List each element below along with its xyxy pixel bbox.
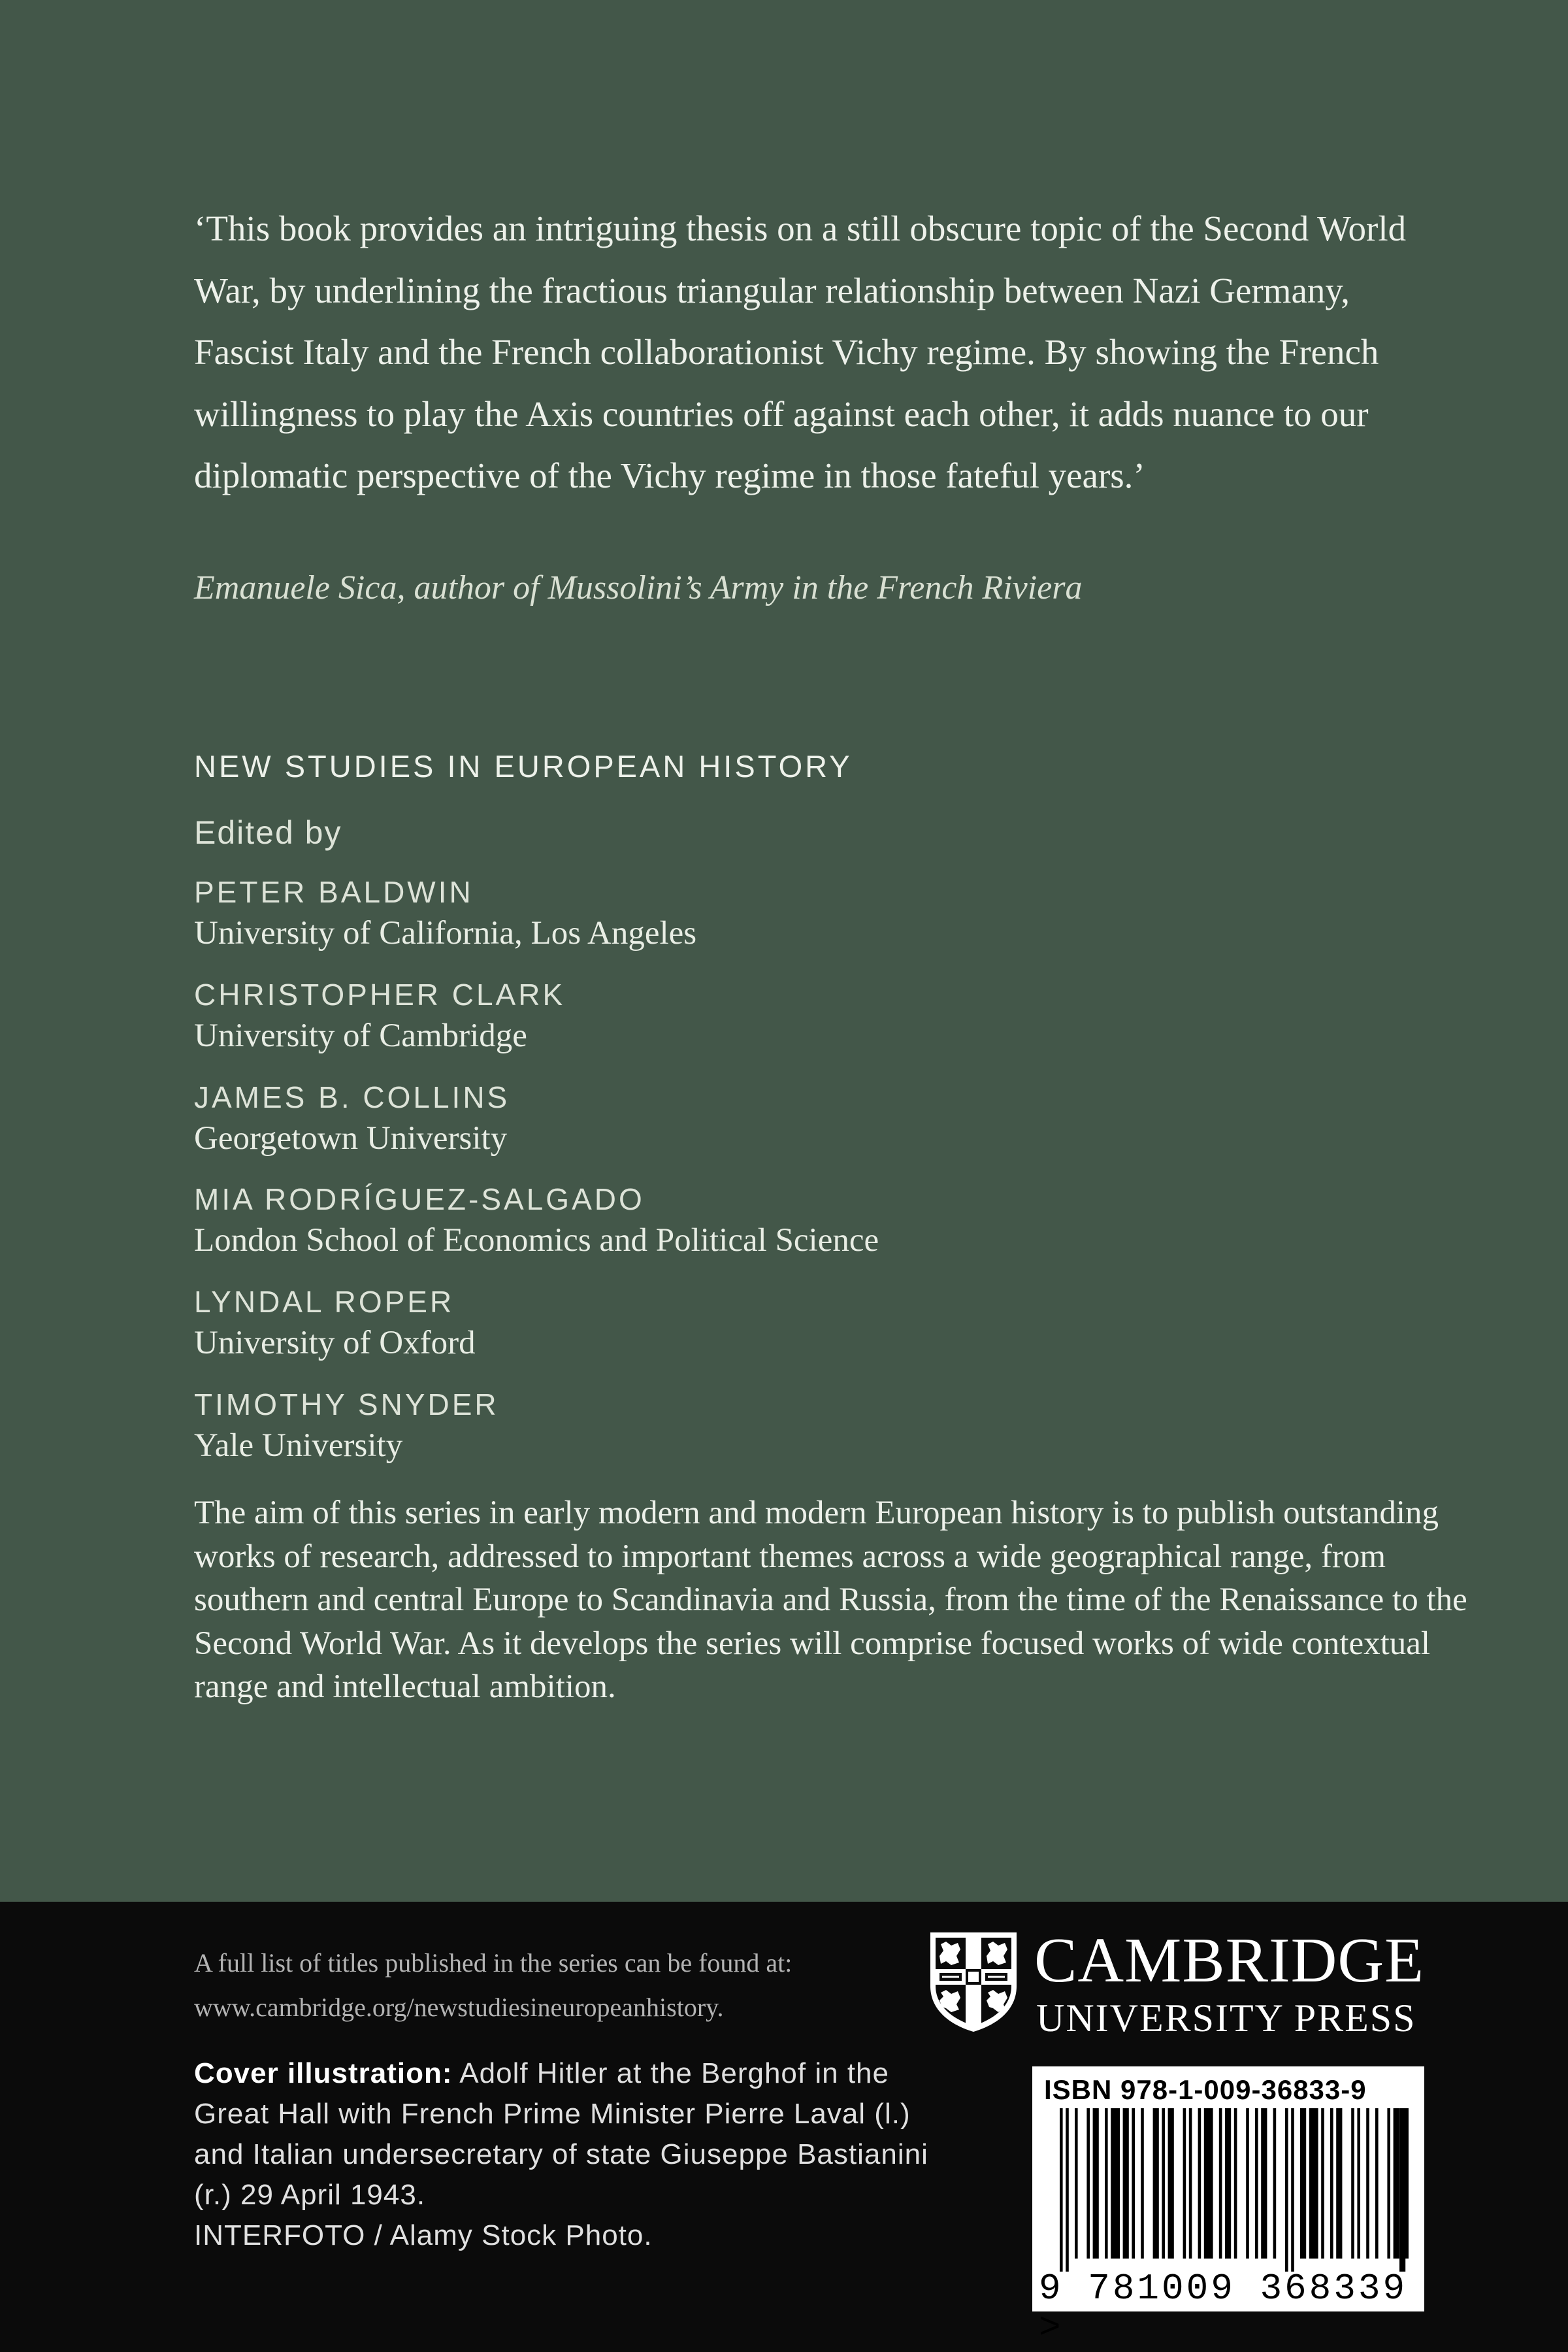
- editor-name: PETER BALDWIN: [194, 875, 474, 909]
- barcode-bar: [1123, 2108, 1129, 2259]
- barcode-bar: [1162, 2108, 1165, 2259]
- isbn-barcode: [1032, 2066, 1424, 2349]
- barcode-bar: [1246, 2108, 1249, 2259]
- barcode-bar: [1330, 2108, 1333, 2259]
- editor-entry: [194, 872, 1435, 975]
- photo-credit: INTERFOTO / Alamy Stock Photo.: [194, 2219, 653, 2251]
- barcode-bar: [1132, 2108, 1135, 2259]
- barcode-bar: [1168, 2108, 1174, 2259]
- isbn-label: ISBN 978-1-009-36833-9: [1044, 2074, 1367, 2105]
- editor-name: CHRISTOPHER CLARK: [194, 977, 566, 1012]
- back-cover-footer: [0, 1902, 1568, 2352]
- editor-affiliation: Yale University: [194, 1427, 403, 1464]
- barcode-bar: [1219, 2108, 1222, 2259]
- editor-name: TIMOTHY SNYDER: [194, 1387, 499, 1421]
- barcode-bar: [1225, 2108, 1231, 2259]
- editor-affiliation: Georgetown University: [194, 1119, 508, 1157]
- barcode-bar: [1291, 2108, 1294, 2272]
- publisher-name: CAMBRIDGE: [1034, 1925, 1425, 1996]
- barcode-bar: [1183, 2108, 1186, 2259]
- cover-illustration-text: Adolf Hitler at the Berghof in the Great Hall with French Prime Minister Pierre Laval (l.) and Italian undersecretary of state Giuseppe Bastianini (r.) 29 April 1943.: [194, 2057, 928, 2211]
- editor-entry: [194, 1180, 1435, 1282]
- barcode-bar: [1153, 2108, 1159, 2259]
- barcode-bar: [1066, 2108, 1069, 2272]
- barcode-bar: [1261, 2108, 1267, 2259]
- editor-affiliation: London School of Economics and Political Science: [194, 1222, 879, 1259]
- editor-affiliation: University of Cambridge: [194, 1017, 527, 1054]
- barcode-bar: [1093, 2108, 1099, 2259]
- editor-name: MIA RODRÍGUEZ-SALGADO: [194, 1182, 645, 1217]
- barcode-bar: [1204, 2108, 1213, 2259]
- endorsement-quote-text: ‘This book provides an intriguing thesis on a still obscure topic of the Second World War, by underlining the fractious triangular relationship between Nazi Germany, Fascist Italy and the French collaborationist Vichy regime. By showing the French willingness to play the Axis countries off against each other, it adds nuance to our diplomatic perspective of the Vichy regime in those fateful years.’: [194, 208, 1407, 495]
- series-list-text: A full list of titles published in the series can be found at:: [194, 1948, 792, 1978]
- barcode-bar: [1105, 2108, 1108, 2259]
- barcode-bar: [1075, 2108, 1078, 2259]
- barcode-bar: [1086, 2108, 1090, 2259]
- barcode-bar: [1387, 2108, 1390, 2259]
- barcode-bar: [1309, 2108, 1318, 2259]
- publisher-logo: [928, 1923, 1437, 2047]
- publisher-subtitle: UNIVERSITY PRESS: [1036, 1996, 1416, 2040]
- barcode-bar: [1366, 2108, 1369, 2259]
- editor-name: JAMES B. COLLINS: [194, 1080, 510, 1114]
- barcode-bar: [1111, 2108, 1120, 2259]
- series-list-url: www.cambridge.org/newstudiesineuropeanhistory.: [194, 1993, 724, 2022]
- editor-name: LYNDAL ROPER: [194, 1285, 455, 1319]
- barcode-bar: [1141, 2108, 1144, 2259]
- editor-entry: [194, 975, 1435, 1078]
- cambridge-crest-icon: [928, 1930, 1019, 2034]
- editor-affiliation: University of Oxford: [194, 1325, 476, 1362]
- editor-entry: [194, 1282, 1435, 1385]
- barcode-bar: [1399, 2108, 1403, 2272]
- barcode-bar: [1375, 2108, 1379, 2259]
- series-list-note: [194, 1941, 913, 2030]
- cover-illustration-label: Cover illustration:: [194, 2057, 453, 2089]
- edited-by-label: Edited by: [194, 814, 342, 851]
- cover-illustration-credit: [194, 2053, 939, 2256]
- editor-entry: [194, 1078, 1435, 1180]
- editor-entry: [194, 1385, 1435, 1487]
- barcode-bar: [1198, 2108, 1201, 2259]
- series-title: NEW STUDIES IN EUROPEAN HISTORY: [194, 749, 853, 784]
- barcode-bar: [1285, 2108, 1288, 2272]
- ean-digits: 9 781009 368339 >: [1039, 2268, 1408, 2349]
- barcode-bar: [1255, 2108, 1258, 2259]
- barcode-bar: [1357, 2108, 1360, 2259]
- endorsement-quote: [194, 198, 1435, 507]
- barcode-bar: [1336, 2108, 1342, 2259]
- barcode-bar: [1189, 2108, 1192, 2259]
- series-description: The aim of this series in early modern and modern European history is to publish outstanding works of research, addressed to important themes across a wide geographical range, from southern and central Europe to Scandinavia and Russia, from the time of the Renaissance to the Second World War. As it develops the series will comprise focused works of wide contextual range and intellectual ambition.: [194, 1495, 1467, 1705]
- barcode-bar: [1321, 2108, 1324, 2259]
- editor-list: [194, 872, 1435, 1487]
- editor-affiliation: University of California, Los Angeles: [194, 915, 697, 952]
- barcode-bar: [1234, 2108, 1237, 2259]
- endorsement-attribution: Emanuele Sica, author of Mussolini’s Army in the French Riviera: [194, 569, 1083, 606]
- barcode-icon: [1047, 2108, 1410, 2272]
- barcode-bar: [1394, 2108, 1399, 2259]
- barcode-bar: [1351, 2108, 1354, 2259]
- barcode-bar: [1273, 2108, 1277, 2259]
- barcode-bar: [1060, 2108, 1063, 2272]
- barcode-bar: [1300, 2108, 1306, 2259]
